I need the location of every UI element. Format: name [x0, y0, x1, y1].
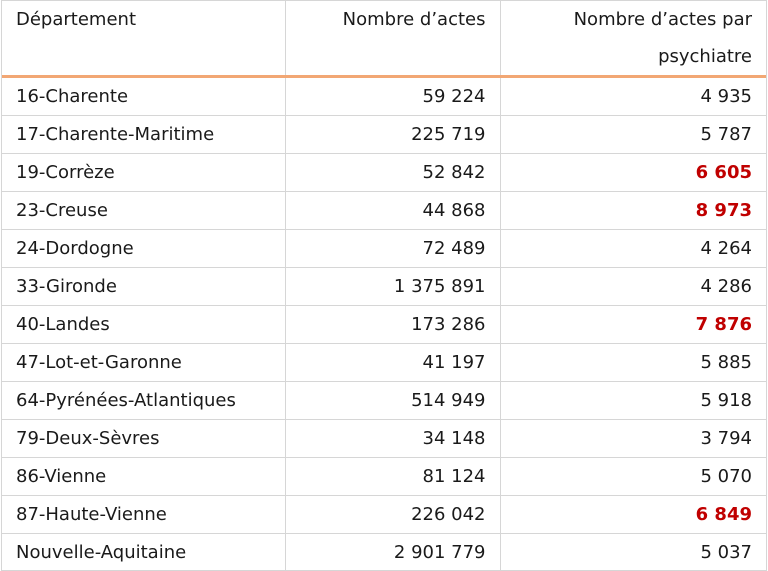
cell-actes-par-psychiatre: 5 918 [500, 382, 766, 420]
cell-actes-par-psychiatre: 4 264 [500, 230, 766, 268]
cell-actes-par-psychiatre: 4 286 [500, 268, 766, 306]
table-row [2, 77, 766, 116]
cell-actes-par-psychiatre: 5 787 [500, 116, 766, 154]
cell-actes-par-psychiatre: 5 037 [700, 541, 752, 563]
table-row [2, 344, 766, 382]
cell-nombre-actes: 52 842 [285, 154, 500, 192]
cell-actes-par-psychiatre: 5 070 [500, 458, 766, 496]
cell-departement: 16-Charente [2, 77, 285, 116]
cell-departement: 64-Pyrénées-Atlantiques [2, 382, 285, 420]
cell-departement: 40-Landes [2, 306, 285, 344]
cell-departement: 17-Charente-Maritime [2, 116, 285, 154]
cell-departement: 87-Haute-Vienne [2, 496, 285, 534]
cell-nombre-actes: 72 489 [285, 230, 500, 268]
table-row [2, 306, 766, 344]
cell-nombre-actes: 514 949 [285, 382, 500, 420]
table-row [2, 116, 766, 154]
cell-departement: 79-Deux-Sèvres [2, 420, 285, 458]
table-row [2, 382, 766, 420]
cell-nombre-actes: 1 375 891 [285, 268, 500, 306]
cell-nombre-actes: 59 224 [285, 77, 500, 116]
table-header [2, 1, 766, 77]
cell-nombre-actes: 2 901 779 [285, 534, 500, 571]
cell-departement: 33-Gironde [2, 268, 285, 306]
cell-actes-par-psychiatre: 8 973 [500, 192, 766, 230]
cell-actes-par-psychiatre: 5 885 [500, 344, 766, 382]
cell-departement: 24-Dordogne [2, 230, 285, 268]
cell-nombre-actes: 226 042 [285, 496, 500, 534]
header-actes-par-psychiatre [500, 1, 766, 77]
cell-nombre-actes: 41 197 [285, 344, 500, 382]
header-nombre-actes: Nombre d’actes [285, 1, 500, 77]
cell-departement: 23-Creuse [2, 192, 285, 230]
cell-departement: Nouvelle-Aquitaine [2, 534, 285, 571]
table-body [2, 77, 766, 571]
table-row [2, 534, 766, 571]
table-row [2, 458, 766, 496]
cell-actes-par-psychiatre: 3 794 [500, 420, 766, 458]
table-row [2, 420, 766, 458]
cell-nombre-actes: 44 868 [285, 192, 500, 230]
header-row [2, 1, 766, 77]
cell-departement: 47-Lot-et-Garonne [2, 344, 285, 382]
cell-nombre-actes: 173 286 [285, 306, 500, 344]
table-row [2, 154, 766, 192]
cell-departement: 19-Corrèze [2, 154, 285, 192]
header-departement: Département [2, 1, 285, 77]
table-row [2, 268, 766, 306]
cell-nombre-actes: 81 124 [285, 458, 500, 496]
cell-actes-par-psychiatre: 4 935 [500, 77, 766, 116]
table-row [2, 230, 766, 268]
actes-table [2, 1, 766, 571]
cell-actes-par-psychiatre: 7 876 [500, 306, 766, 344]
cell-departement: 86-Vienne [2, 458, 285, 496]
cell-nombre-actes: 225 719 [285, 116, 500, 154]
cell-actes-par-psychiatre: 6 849 [500, 496, 766, 534]
cell-nombre-actes: 34 148 [285, 420, 500, 458]
header-actes-par-psychiatre-line1: Nombre d’actes par [573, 9, 752, 30]
cell-actes-par-psychiatre: 6 605 [500, 154, 766, 192]
table-row [2, 192, 766, 230]
data-table-container [1, 0, 767, 571]
table-row [2, 496, 766, 534]
header-actes-par-psychiatre-line2: psychiatre [658, 46, 752, 67]
